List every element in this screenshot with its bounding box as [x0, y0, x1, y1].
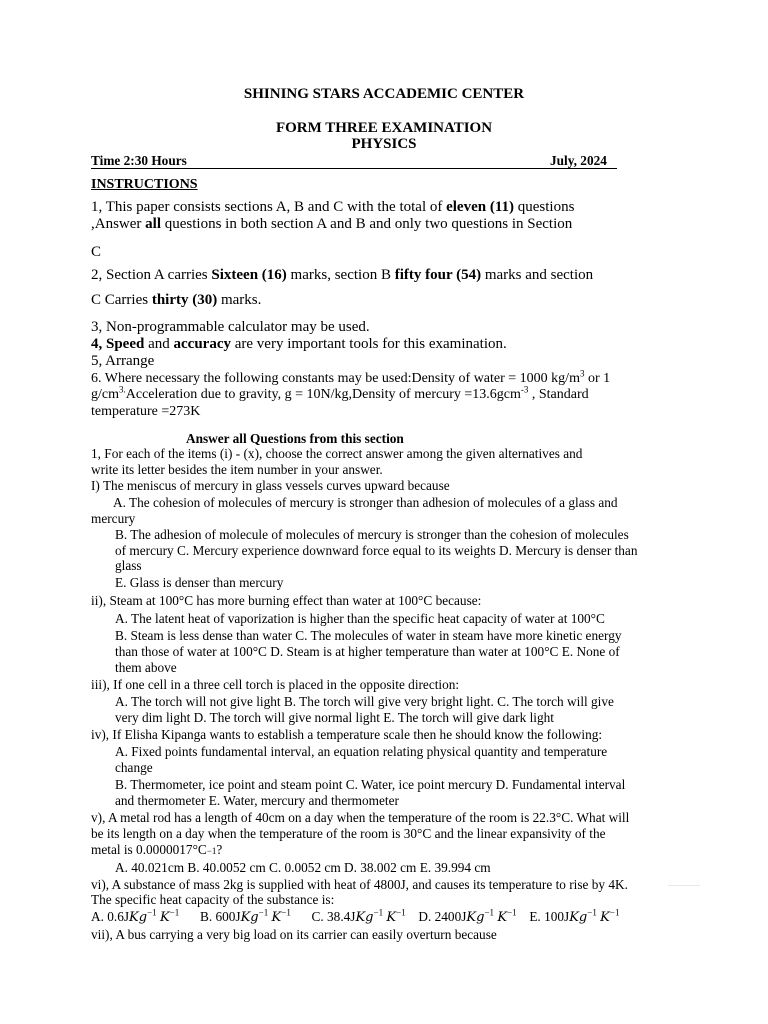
question-ii-option-b-2: than those of water at 100°C D. Steam is at higher temperature than water at 100°C E. None of	[115, 644, 620, 659]
instruction-4: 4, Speed and accuracy are very important tools for this examination.	[91, 336, 507, 352]
instruction-6-line-3: temperature =273K	[91, 404, 201, 419]
q1-line-2: write its letter besides the item number in your answer.	[91, 462, 383, 477]
question-i-option-a-1: A. The cohesion of molecules of mercury is stronger than adhesion of molecules of a glass and	[113, 495, 618, 510]
question-iii-options-2: very dim light D. The torch will give normal light E. The torch will give dark light	[115, 710, 554, 725]
option-d: D. 2400JKg$^{-1}$ $K^{-1}$	[418, 907, 517, 925]
question-v-options: A. 40.021cm B. 40.0052 cm C. 0.0052 cm D. 38.002 cm E. 39.994 cm	[115, 860, 491, 875]
date-label: July, 2024	[550, 153, 607, 168]
question-ii-option-b-1: B. Steam is less dense than water C. The molecules of water in steam have more kinetic energy	[115, 628, 622, 643]
instruction-1-line-3: C	[91, 244, 102, 260]
question-iv-option-a-2: change	[115, 760, 153, 775]
school-name: SHINING STARS ACCADEMIC CENTER	[243, 86, 525, 102]
question-v-line-2: be its length on a day when the temperature of the room is 30°C and the linear expansivity of the	[91, 826, 606, 841]
option-b: B. 600JKg$^{-1}$ $K^{-1}$	[199, 907, 291, 925]
option-c: C. 38.4JKg$^{-1}$ $K^{-1}$	[311, 907, 406, 925]
question-iv: iv), If Elisha Kipanga wants to establish a temperature scale then he should know the following:	[91, 727, 603, 742]
option-a: A. 0.6JKg$^{-1}$ $K^{-1}$	[91, 907, 180, 925]
header-rule	[91, 168, 617, 169]
option-e: E. 100JKg$^{-1}$ $K^{-1}$	[529, 907, 620, 925]
question-v-line-3: metal is 0.0000017°C−1?	[91, 842, 223, 857]
question-i-option-b-3: glass	[115, 558, 142, 573]
question-iv-option-b-2: and thermometer E. Water, mercury and thermometer	[115, 793, 399, 808]
instruction-1-line-1: 1, This paper consists sections A, B and C with the total of eleven (11) questions	[91, 199, 575, 215]
instruction-1-line-2: ,Answer all questions in both section A and B and only two questions in Section	[91, 216, 573, 232]
question-i-option-e: E. Glass is denser than mercury	[115, 575, 284, 590]
question-vi-line-2: The specific heat capacity of the substance is:	[91, 892, 335, 907]
scan-mark	[668, 885, 700, 886]
question-vi-options	[91, 909, 619, 926]
question-vi-line-1: vi), A substance of mass 2kg is supplied with heat of 4800J, and causes its temperature to rise by 4K.	[91, 877, 628, 892]
question-i: I) The meniscus of mercury in glass vessels curves upward because	[91, 478, 450, 493]
subject-title: PHYSICS	[351, 136, 417, 152]
instruction-2-line-1: 2, Section A carries Sixteen (16) marks, section B fifty four (54) marks and section	[91, 267, 594, 283]
instruction-2-line-2: C Carries thirty (30) marks.	[91, 292, 262, 308]
instruction-6-line-1: 6. Where necessary the following constants may be used:Density of water = 1000 $kg/m^3$ or 1	[91, 368, 611, 386]
instruction-6-line-2: $g/cm^{3.}Acceleration$ due to gravity, g = 10N/kg,Density of mercury =13.6gcm$^{-3}$ , Standard	[91, 384, 589, 402]
q1-line-1: 1, For each of the items (i) - (x), choose the correct answer among the given alternatives and	[91, 446, 583, 461]
question-i-option-b-2: of mercury C. Mercury experience downward force equal to its weights D. Mercury is denser than	[115, 543, 638, 558]
question-vii: vii), A bus carrying a very big load on its carrier can easily overturn because	[91, 927, 497, 942]
question-iii: iii), If one cell in a three cell torch is placed in the opposite direction:	[91, 677, 460, 692]
time-label: Time 2:30 Hours	[91, 153, 187, 168]
question-i-option-b-1: B. The adhesion of molecule of molecules of mercury is stronger than the cohesion of molecules	[115, 527, 629, 542]
exam-title: FORM THREE EXAMINATION	[275, 120, 493, 136]
question-ii: ii), Steam at 100°C has more burning effect than water at 100°C because:	[91, 593, 482, 608]
question-iv-option-b-1: B. Thermometer, ice point and steam point C. Water, ice point mercury D. Fundamental interval	[115, 777, 626, 792]
question-iv-option-a-1: A. Fixed points fundamental interval, an equation relating physical quantity and temperature	[115, 744, 608, 759]
question-i-option-a-2: mercury	[91, 511, 136, 526]
question-iii-options-1: A. The torch will not give light B. The torch will give very bright light. C. The torch will give	[115, 694, 614, 709]
question-ii-option-a: A. The latent heat of vaporization is higher than the specific heat capacity of water at 100°C	[115, 611, 605, 626]
instructions-heading: INSTRUCTIONS	[91, 177, 198, 192]
section-heading: Answer all Questions from this section	[186, 431, 404, 446]
question-ii-option-b-3: them above	[115, 660, 177, 675]
instruction-5: 5, Arrange	[91, 353, 155, 369]
question-v-line-1: v), A metal rod has a length of 40cm on a day when the temperature of the room is 22.3°C. What will	[91, 810, 630, 825]
instruction-3: 3, Non-programmable calculator may be used.	[91, 319, 370, 335]
